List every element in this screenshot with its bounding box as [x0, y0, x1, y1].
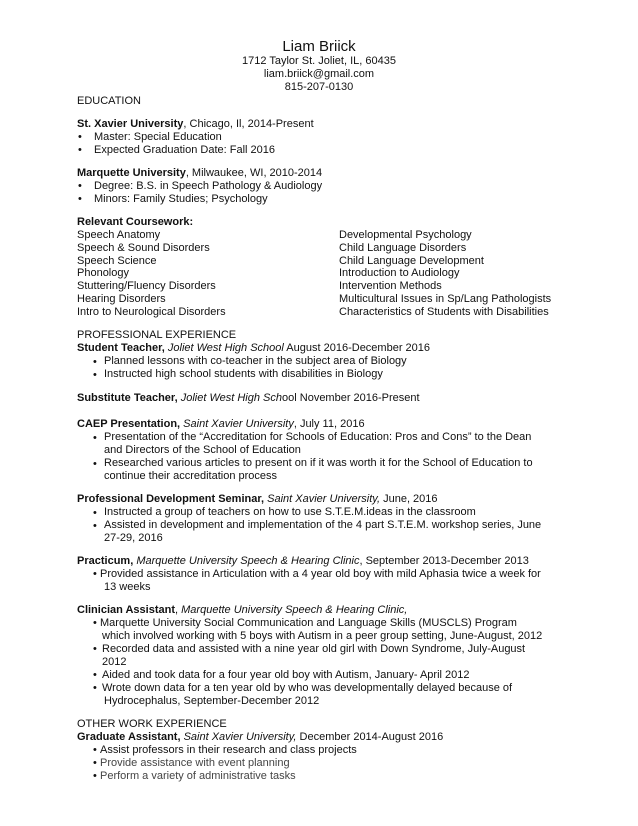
coursework-heading: Relevant Coursework:: [77, 216, 194, 228]
list-item: Master: Special Education: [94, 131, 222, 143]
list-item-cont: 13 weeks: [104, 581, 151, 593]
course-left: Hearing Disorders: [77, 293, 166, 305]
job-title: Substitute Teacher,: [77, 392, 178, 404]
course-left: Phonology: [77, 267, 129, 279]
list-item: Provided assistance in Articulation with a 4 year old boy with mild Aphasia twice a week for: [100, 568, 541, 580]
address: 1712 Taylor St. Joliet, IL, 60435: [242, 55, 396, 67]
job-line: [77, 555, 529, 568]
job-dates: June, 2016: [380, 493, 438, 505]
job-line: [77, 418, 365, 431]
professional-heading: PROFESSIONAL EXPERIENCE: [77, 329, 237, 341]
course-right: Developmental Psychology: [339, 229, 472, 241]
list-item: Assist professors in their research and class projects: [100, 744, 357, 756]
bullet-icon: •: [93, 617, 97, 629]
bullet-icon: •: [78, 193, 82, 205]
list-item-cont: continue their accreditation process: [104, 470, 278, 482]
other-heading: OTHER WORK EXPERIENCE: [77, 718, 227, 730]
list-item-cont: and Directors of the School of Education: [104, 444, 301, 456]
job-line: [77, 392, 420, 405]
bullet-icon: •: [93, 669, 97, 681]
bullet-icon: •: [93, 757, 97, 769]
course-right: Child Language Disorders: [339, 242, 467, 254]
job-title: Student Teacher,: [77, 342, 165, 354]
course-right: Introduction to Audiology: [339, 267, 460, 279]
job-dates: December 2014-August 2016: [296, 731, 444, 743]
bullet-icon: •: [93, 682, 97, 694]
job-title: Clinician Assistant: [77, 604, 176, 616]
school-name: Marquette University: [77, 167, 186, 179]
course-left: Stuttering/Fluency Disorders: [77, 280, 216, 292]
job-org: Saint Xavier University,: [267, 493, 381, 505]
list-item: Minors: Family Studies; Psychology: [94, 193, 268, 205]
list-item: Marquette University Social Communication and Language Skills (MUSCLS) Program: [100, 617, 517, 629]
course-right: Characteristics of Students with Disabilities: [339, 306, 549, 318]
job-line: [77, 731, 443, 744]
list-item: Instructed a group of teachers on how to use S.T.E.M.ideas in the classroom: [104, 506, 476, 518]
resume-name: Liam Briick: [282, 38, 356, 55]
list-item: Recorded data and assisted with a nine year old girl with Down Syndrome, July-August: [102, 643, 526, 655]
list-item: Expected Graduation Date: Fall 2016: [94, 144, 276, 156]
school-details: , Milwaukee, WI, 2010-2014: [185, 167, 323, 179]
bullet-icon: •: [78, 144, 82, 156]
job-sep: ,: [175, 604, 182, 616]
school-name: St. Xavier University: [77, 118, 184, 130]
list-item: Presentation of the “Accreditation for Schools of Education: Pros and Cons” to the Dean: [104, 431, 532, 443]
list-item-cont: which involved working with 5 boys with Autism in a peer group setting, June-August, 2012: [102, 630, 543, 642]
marquette-line: [77, 167, 322, 180]
job-title: Practicum,: [77, 555, 134, 567]
job-dates: , July 11, 2016: [293, 418, 365, 430]
job-title: CAEP Presentation,: [77, 418, 181, 430]
bullet-icon: •: [93, 507, 97, 519]
job-org: Joliet West High Sch: [180, 392, 283, 404]
job-org: Marquette University Speech & Hearing Clinic: [136, 555, 360, 567]
bullet-icon: •: [93, 356, 97, 368]
list-item: Researched various articles to present on if it was worth it for the School of Education to: [104, 457, 533, 469]
list-item-cont: 27-29, 2016: [104, 532, 163, 544]
course-right: Intervention Methods: [339, 280, 442, 292]
bullet-icon: •: [93, 770, 97, 782]
course-left: Intro to Neurological Disorders: [77, 306, 226, 318]
bullet-icon: •: [93, 369, 97, 381]
course-left: Speech Science: [77, 255, 157, 267]
list-item: Degree: B.S. in Speech Pathology & Audiology: [94, 180, 323, 192]
list-item: Aided and took data for a four year old boy with Autism, January- April 2012: [102, 669, 470, 681]
list-item-cont: 2012: [102, 656, 127, 668]
job-title: Professional Development Seminar,: [77, 493, 265, 505]
bullet-icon: •: [93, 744, 97, 756]
job-dates: ool November 2016-Present: [282, 392, 420, 404]
email: liam.briick@gmail.com: [263, 68, 375, 80]
course-right: Child Language Development: [339, 255, 484, 267]
bullet-icon: •: [93, 520, 97, 532]
bullet-icon: •: [78, 180, 82, 192]
list-item: Perform a variety of administrative tasks: [100, 770, 296, 782]
phone: 815-207-0130: [284, 81, 354, 93]
sxu-line: [77, 118, 314, 131]
bullet-icon: •: [93, 458, 97, 470]
list-item: Assisted in development and implementation of the 4 part S.T.E.M. workshop series, June: [104, 519, 542, 531]
school-details: , Chicago, Il, 2014-Present: [183, 118, 314, 130]
bullet-icon: •: [78, 131, 82, 143]
job-dates: August 2016-December 2016: [283, 342, 431, 354]
job-dates: , September 2013-December 2013: [359, 555, 529, 567]
course-left: Speech & Sound Disorders: [77, 242, 210, 254]
job-org: Marquette University Speech & Hearing Clinic,: [181, 604, 408, 616]
course-right: Multicultural Issues in Sp/Lang Pathologists: [339, 293, 552, 305]
bullet-icon: •: [93, 568, 97, 580]
job-org: Saint Xavier University: [183, 418, 294, 430]
bullet-icon: •: [93, 432, 97, 444]
job-line: [77, 342, 430, 355]
list-item: Planned lessons with co-teacher in the subject area of Biology: [104, 355, 407, 367]
list-item: Wrote down data for a ten year old by who was developmentally delayed because of: [102, 682, 513, 694]
job-org: Saint Xavier University,: [183, 731, 297, 743]
education-heading: EDUCATION: [77, 95, 141, 107]
job-org: Joliet West High School: [167, 342, 284, 354]
course-left: Speech Anatomy: [77, 229, 161, 241]
job-line: [77, 493, 438, 506]
list-item-cont: Hydrocephalus, September-December 2012: [104, 695, 320, 707]
bullet-icon: •: [93, 643, 97, 655]
list-item: Provide assistance with event planning: [100, 757, 290, 769]
job-line: [77, 604, 407, 617]
list-item: Instructed high school students with disabilities in Biology: [104, 368, 383, 380]
job-title: Graduate Assistant,: [77, 731, 181, 743]
